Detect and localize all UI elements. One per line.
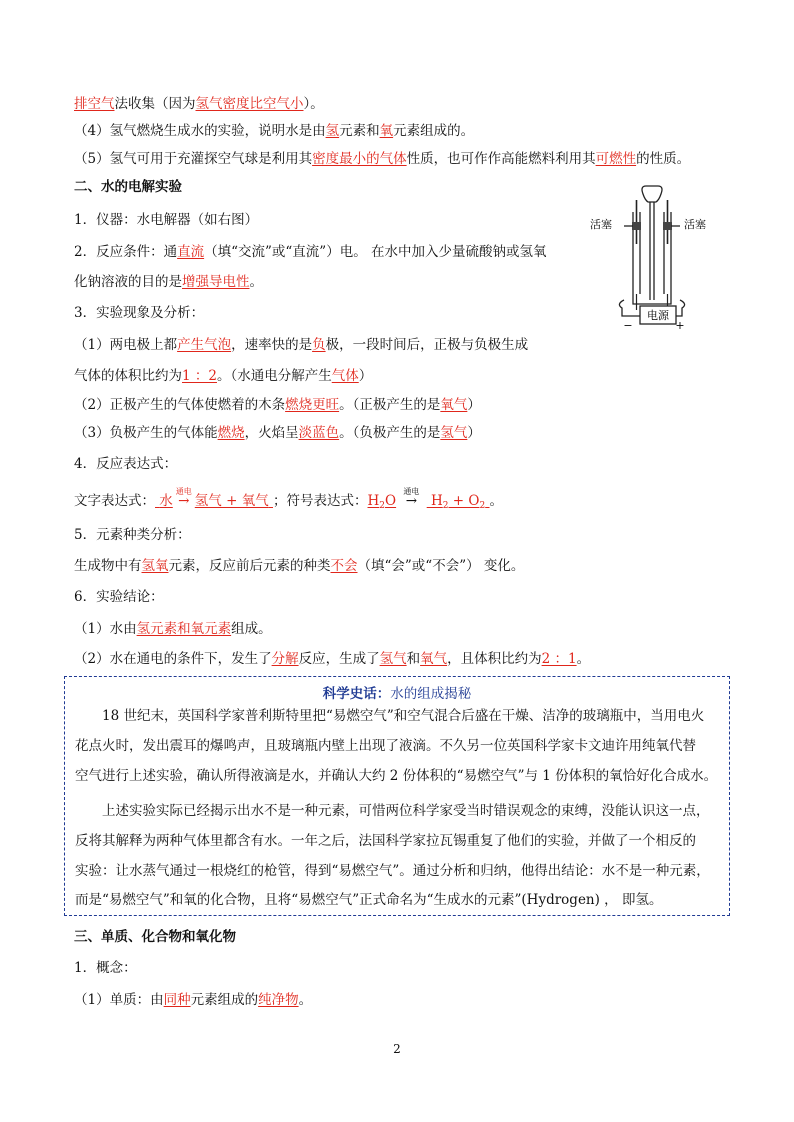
- text: 文字表达式：: [74, 493, 155, 509]
- right-stopcock-label: 活塞: [684, 218, 706, 231]
- minus-label: −: [623, 319, 633, 332]
- answer: 2 ：1: [541, 651, 577, 667]
- answer: 氢气密度比空气小: [195, 96, 304, 112]
- text: 。: [298, 992, 313, 1008]
- text: 法收集（因为: [114, 96, 196, 112]
- answer: 水: [159, 493, 173, 509]
- text: 。（水通电分解产生: [216, 368, 332, 384]
- line-4: [74, 122, 474, 140]
- page-number: 2: [393, 1042, 401, 1056]
- answer: 燃烧更旺: [285, 397, 340, 413]
- text: （1）两电极上都: [74, 337, 178, 353]
- text: ，且体积比约为: [447, 651, 542, 667]
- line-phen-3: [74, 424, 481, 442]
- line-phen-2: [74, 396, 481, 414]
- answer: 纯净物: [258, 992, 299, 1008]
- answer-symbol-product: [427, 493, 490, 509]
- condition-label: 通电: [175, 487, 192, 496]
- answer: 气体: [331, 368, 359, 384]
- text: 生成物中有: [74, 558, 142, 574]
- text: （1）水由: [74, 621, 137, 637]
- answer: 氢气 + 氧气: [194, 493, 269, 509]
- power-supply-label: 电源: [647, 309, 669, 322]
- line-purpose: [74, 273, 263, 291]
- text: 反应，生成了: [298, 651, 380, 667]
- text: 元素组成的。: [393, 123, 475, 139]
- line-conclusion-heading: 6．实验结论：: [74, 589, 164, 605]
- text: 元素组成的: [190, 992, 259, 1008]
- arrow: [173, 487, 195, 510]
- text: 极，一段时间后，正极与负极生成: [325, 337, 529, 353]
- answer: 氢气: [379, 651, 407, 667]
- text: 化钠溶液的目的是: [74, 274, 182, 290]
- box-title: [65, 682, 729, 702]
- box-paragraph-line: 上述实验实际已经揭示出水不是一种元素，可惜两位科学家受当时错误观念的束缚，没能认识这一点，: [75, 803, 710, 819]
- text: 的性质。: [636, 151, 691, 167]
- line-condition: [74, 243, 547, 261]
- formula-sub: 2: [442, 501, 449, 511]
- answer: 分解: [271, 651, 299, 667]
- text: ）: [467, 397, 481, 413]
- formula: O: [385, 493, 397, 509]
- line-concept: 1．概念：: [74, 960, 137, 976]
- text: （2）正极产生的气体使燃着的木条: [74, 397, 286, 413]
- answer: 氧: [379, 123, 394, 139]
- answer: 负: [312, 337, 326, 353]
- text: （4）氢气燃烧生成水的实验，说明水是由: [74, 123, 326, 139]
- left-valve: [632, 222, 641, 230]
- plus-label: +: [675, 319, 685, 332]
- text: 。（正极产生的是: [339, 397, 441, 413]
- line-instrument: 1．仪器：水电解器（如右图）: [74, 212, 259, 228]
- condition-label: 通电: [403, 487, 420, 496]
- box-paragraph-line: 反将其解释为两种气体里都含有水。一年之后，法国科学家拉瓦锡重复了他们的实验，并做了一个相反的: [75, 833, 696, 849]
- text: （3）负极产生的气体能: [74, 425, 218, 441]
- formula: + O: [448, 493, 480, 509]
- science-history-box: [64, 676, 730, 916]
- line-expression: [74, 487, 503, 515]
- text: 元素和: [339, 123, 380, 139]
- box-title-label: 科学史话：: [322, 686, 391, 702]
- text: ，速率快的是: [231, 337, 313, 353]
- text: 气体的体积比约为: [74, 368, 182, 384]
- answer: 同种: [163, 992, 191, 1008]
- text: ；符号表达式：: [273, 493, 368, 509]
- formula: H: [367, 493, 380, 509]
- funnel-bulb: [642, 186, 662, 202]
- line-ratio: [74, 367, 372, 385]
- text: ）: [358, 368, 373, 384]
- answer: 氢元素和氧元素: [136, 621, 232, 637]
- answer: 淡蓝色: [298, 425, 340, 441]
- formula-sub: 2: [479, 501, 486, 511]
- text: （填“交流”或“直流”）电。 在水中加入少量硫酸钠或氢氧: [204, 244, 547, 260]
- line-collect: [74, 95, 324, 113]
- text: ）: [467, 425, 481, 441]
- line-5: [74, 150, 690, 168]
- line-phenomena: 3．实验现象及分析：: [74, 305, 205, 321]
- text: 。（负极产生的是: [339, 425, 441, 441]
- bottom-tube: [633, 300, 671, 304]
- answer: 氢气: [440, 425, 468, 441]
- text: （2）水在通电的条件下，发生了: [74, 651, 272, 667]
- answer: 氧气: [440, 397, 468, 413]
- text: 。: [489, 493, 503, 509]
- formula-sub: 2: [379, 501, 386, 511]
- answer: 燃烧: [217, 425, 245, 441]
- answer: 可燃性: [595, 151, 637, 167]
- arrow-icon: →: [405, 493, 418, 509]
- box-title-text: 水的组成揭秘: [390, 686, 472, 702]
- line-conclusion-1: [74, 620, 272, 638]
- electrolysis-apparatus-figure: [588, 182, 718, 334]
- box-paragraph-line: 实验：让水蒸气通过一根烧红的枪管，得到“易燃空气”。通过分析和归纳，他得出结论：水不是一种元素，: [75, 863, 710, 879]
- arrow: [400, 487, 422, 510]
- box-paragraph-line: 花点火时，发出震耳的爆鸣声，且玻璃瓶内壁上出现了液滴。不久另一位英国科学家卡文迪许用纯氧代替: [75, 738, 696, 754]
- answer: 密度最小的气体: [312, 151, 407, 167]
- answer-word-reactant: [155, 487, 273, 509]
- text: （填“会”或“不会”） 变化。: [357, 558, 525, 574]
- text: ，火焰呈: [244, 425, 299, 441]
- text: 和: [406, 651, 421, 667]
- answer: 氢氧: [141, 558, 169, 574]
- formula: H: [430, 493, 443, 509]
- text: （1）单质：由: [74, 992, 164, 1008]
- answer: 直流: [177, 244, 205, 260]
- text: （5）氢气可用于充灌探空气球是利用其: [74, 151, 313, 167]
- right-valve: [663, 222, 672, 230]
- text: 性质，也可作作高能燃料利用其: [406, 151, 596, 167]
- answer-symbol-reactant: [368, 493, 397, 509]
- text: 2．反应条件：通: [74, 244, 178, 260]
- box-paragraph-line: 18 世纪末，英国科学家普利斯特里把“易燃空气”和空气混合后盛在干燥、洁净的玻璃瓶中，当用电火: [75, 708, 705, 724]
- answer: 排空气: [74, 96, 115, 112]
- line-element-substance: [74, 991, 312, 1009]
- line-elements-heading: 5．元素种类分析：: [74, 527, 191, 543]
- box-paragraph-line: 空气进行上述实验，确认所得液滴是水，并确认大约 2 份体积的“易燃空气”与 1 份体积的氧恰好化合成水。: [75, 768, 718, 784]
- line-conclusion-2: [74, 650, 590, 668]
- left-stopcock-label: 活塞: [590, 218, 612, 231]
- line-phen-1: [74, 336, 528, 354]
- text: 。: [249, 274, 263, 290]
- section-heading-3: 三、单质、化合物和氧化物: [74, 929, 236, 945]
- text: 组成。: [231, 621, 272, 637]
- section-heading-2: 二、水的电解实验: [74, 179, 182, 195]
- answer: 增强导电性: [182, 274, 250, 290]
- answer: 不会: [330, 558, 358, 574]
- line-expression-heading: 4．反应表达式：: [74, 456, 178, 472]
- answer: 氢: [325, 123, 340, 139]
- text: 。: [576, 651, 591, 667]
- answer: 氧气: [420, 651, 448, 667]
- line-elements: [74, 557, 524, 575]
- arrow-icon: →: [178, 493, 190, 509]
- box-paragraph-line: 而是“易燃空气”和氧的化合物，且将“易燃空气”正式命名为“生成水的元素”(Hydrogen) ， 即氢。: [75, 892, 663, 908]
- text: ）。: [303, 96, 324, 112]
- text: 元素，反应前后元素的种类: [168, 558, 331, 574]
- answer: 产生气泡: [177, 337, 232, 353]
- answer: 1 ：2: [182, 368, 217, 384]
